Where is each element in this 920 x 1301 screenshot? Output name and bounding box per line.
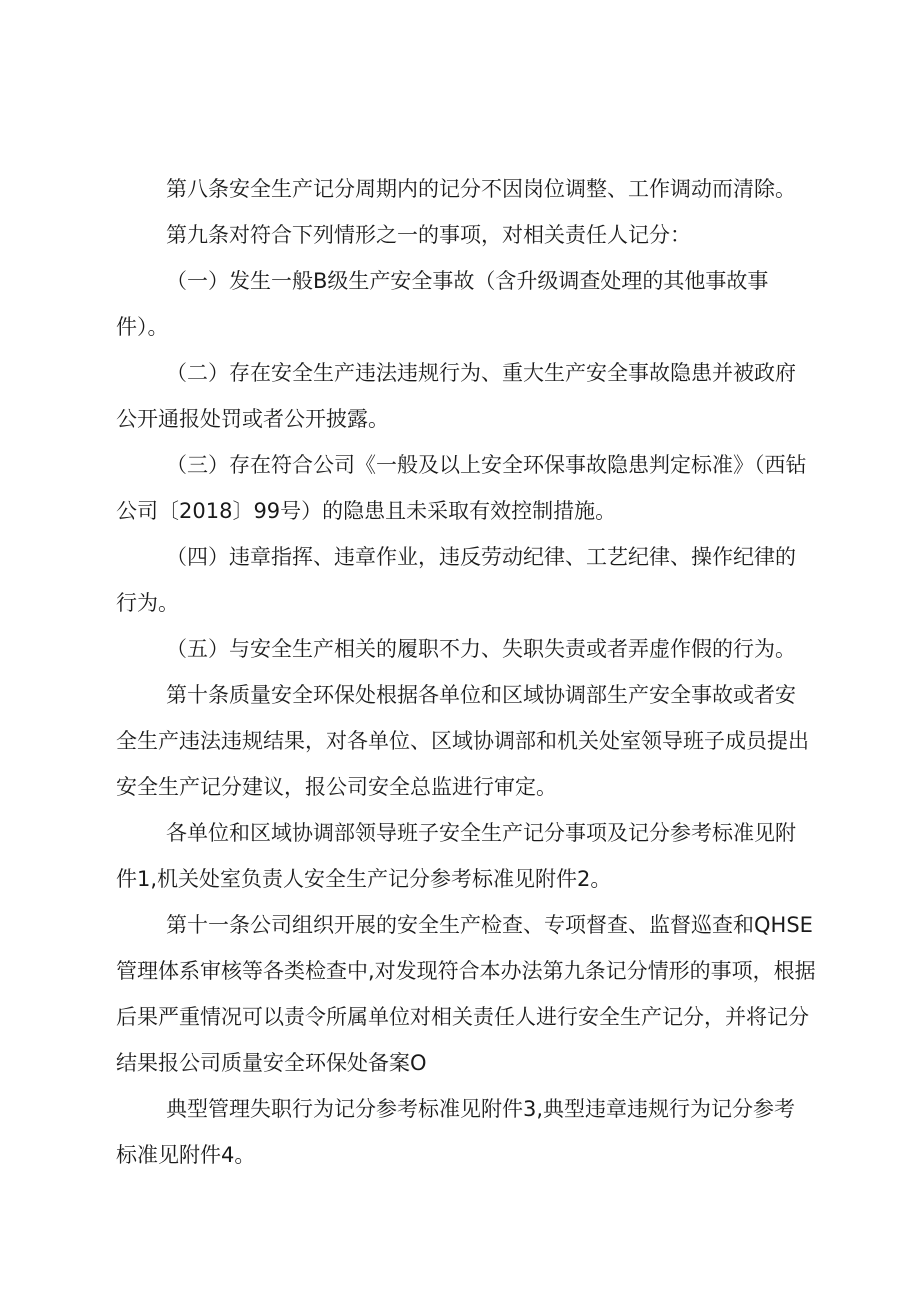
article-9-item-1: （一）发生一般B级生产安全事故（含升级调查处理的其他事故事件）。 (116, 269, 769, 339)
article-9-item-4: （四）违章指挥、违章作业，违反劳动纪律、工艺纪律、操作纪律的行为。 (116, 545, 796, 615)
article-10-paragraph: 第十条质量安全环保处根据各单位和区域协调部生产安全事故或者安全生产违法违规结果，对各单位、区域协调部和机关处室领导班子成员提出安全生产记分建议，报公司安全总监进行审定。 (116, 683, 809, 799)
article-11-paragraph: 第十一条公司组织开展的安全生产检查、专项督查、监督巡查和QHSE管理体系审核等各类检查中,对发现符合本办法第九条记分情形的事项，根据后果严重情况可以责令所属单位对相关责任人进行安全生产记分，并将记分结果报公司质量安全环保处备案O (116, 913, 816, 1075)
article-9-item-3: （三）存在符合公司《一般及以上安全环保事故隐患判定标准》（西钻公司〔2018〕99号）的隐患且未采取有效控制措施。 (116, 453, 807, 523)
article-10-standards-paragraph: 各单位和区域协调部领导班子安全生产记分事项及记分参考标准见附件1,机关处室负责人安全生产记分参考标准见附件2。 (116, 821, 796, 891)
article-8-paragraph: 第八条安全生产记分周期内的记分不因岗位调整、工作调动而清除。 (166, 177, 796, 201)
article-9-item-2: （二）存在安全生产违法违规行为、重大生产安全事故隐患并被政府公开通报处罚或者公开披露。 (116, 361, 796, 431)
article-9-item-5: （五）与安全生产相关的履职不力、失职失责或者弄虚作假的行为。 (166, 637, 796, 661)
article-9-paragraph: 第九条对符合下列情形之一的事项，对相关责任人记分： (166, 223, 691, 247)
document-body (116, 166, 816, 1178)
article-11-standards-paragraph: 典型管理失职行为记分参考标准见附件3,典型违章违规行为记分参考标准见附件4。 (116, 1097, 796, 1167)
